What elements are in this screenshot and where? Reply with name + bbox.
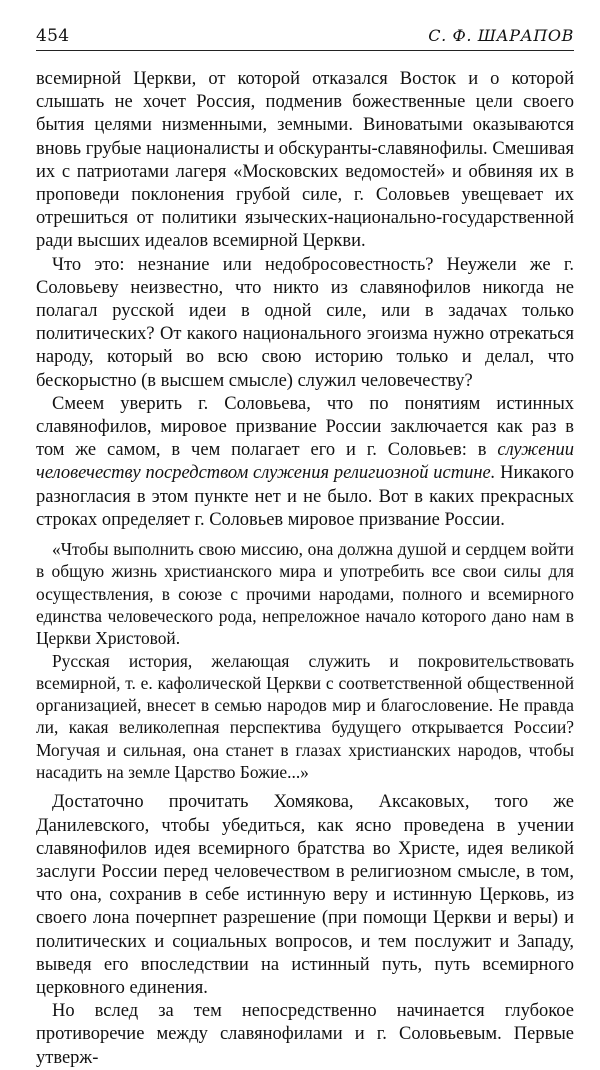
paragraph-1: всемирной Церкви, от которой отказался Восток и о которой слышать не хочет Россия, подменив божественные цели своего бытия целями низменными, земными. Виноватыми оказываются вновь грубые националисты и обскуранты-славянофилы. Смешивая их с патриотами лагеря «Московских ведомостей» и обвиняя их в проповеди поклонения грубой силе, г. Соловьев увещевает их отрешиться от политики языческих-национально-государственной ради высших идеалов всемирной Церкви. xyxy=(36,69,574,252)
paragraph-4: Достаточно прочитать Хомякова, Аксаковых, того же Данилевского, чтобы убедиться, как ясно проведена в учении славянофилов идея всемирного братства во Христе, идея великой заслуги России перед человечеством в религиозном смысле, в том, что она, сохранив в себе истинную веру и истинную Церковь, из своего лона почерпнет разрешение (при помощи Церкви и веры) и политических и социальных вопросов, и тем послужит и Западу, выведя его впоследствии на истинный путь, путь всемирного церковного единения. xyxy=(36,792,574,998)
page-number: 454 xyxy=(36,26,70,46)
paragraph-2: Что это: незнание или недобросовестность? Неужели же г. Соловьеву неизвестно, что никто из славянофилов никогда не полагал русской идеи в одной силе, или в задачах только политических? От какого национального эгоизма нужно отрекаться народу, который во всю свою историю только и делал, что бескорыстно (в высшем смысле) служил человечеству? xyxy=(36,254,574,391)
page-header xyxy=(36,22,574,52)
paragraph-3-italic-phrase: служении человечеству посредством служения религиозной истине. xyxy=(36,440,574,484)
paragraph-3-text-after: Никакого разногласия в этом пункте нет и не было. Вот в каких прекрасных строках определяет г. Соловьев мировое призвание России. xyxy=(36,463,575,530)
paragraph-3 xyxy=(36,393,574,532)
page-body-text xyxy=(36,68,574,1070)
header-rule xyxy=(36,50,574,51)
paragraph-5: Но вслед за тем непосредственно начинается глубокое противоречие между славянофилами и г. Соловьевым. Первые утверж- xyxy=(36,1001,574,1068)
running-head-author: С. Ф. ШАРАПОВ xyxy=(428,26,574,45)
paragraph-3-text-before: Смеем уверить г. Соловьева, что по понятиям истинных славянофилов, мировое призвание России заключается как раз в том же самом, в чем полагает его и г. Соловьев: в xyxy=(36,393,574,461)
quote-paragraph-2: Русская история, желающая служить и покровительствовать всемирной, т. е. кафолической Церкви с соответственной общественной организацией, внесет в семью народов мир и благословение. Не правда ли, какая великолепная перспектива будущего открывается России? Могучая и сильная, она станет в глазах христианских народов, чтобы насадить на земле Царство Божие...» xyxy=(36,650,574,783)
quote-paragraph-1: «Чтобы выполнить свою миссию, она должна душой и сердцем войти в общую жизнь христианского мира и употребить все свои силы для осуществления, в союзе с прочими народами, полного и всемирного единства человеческого рода, непреложное начало которого дано нам в Церкви Христовой. xyxy=(36,539,574,649)
